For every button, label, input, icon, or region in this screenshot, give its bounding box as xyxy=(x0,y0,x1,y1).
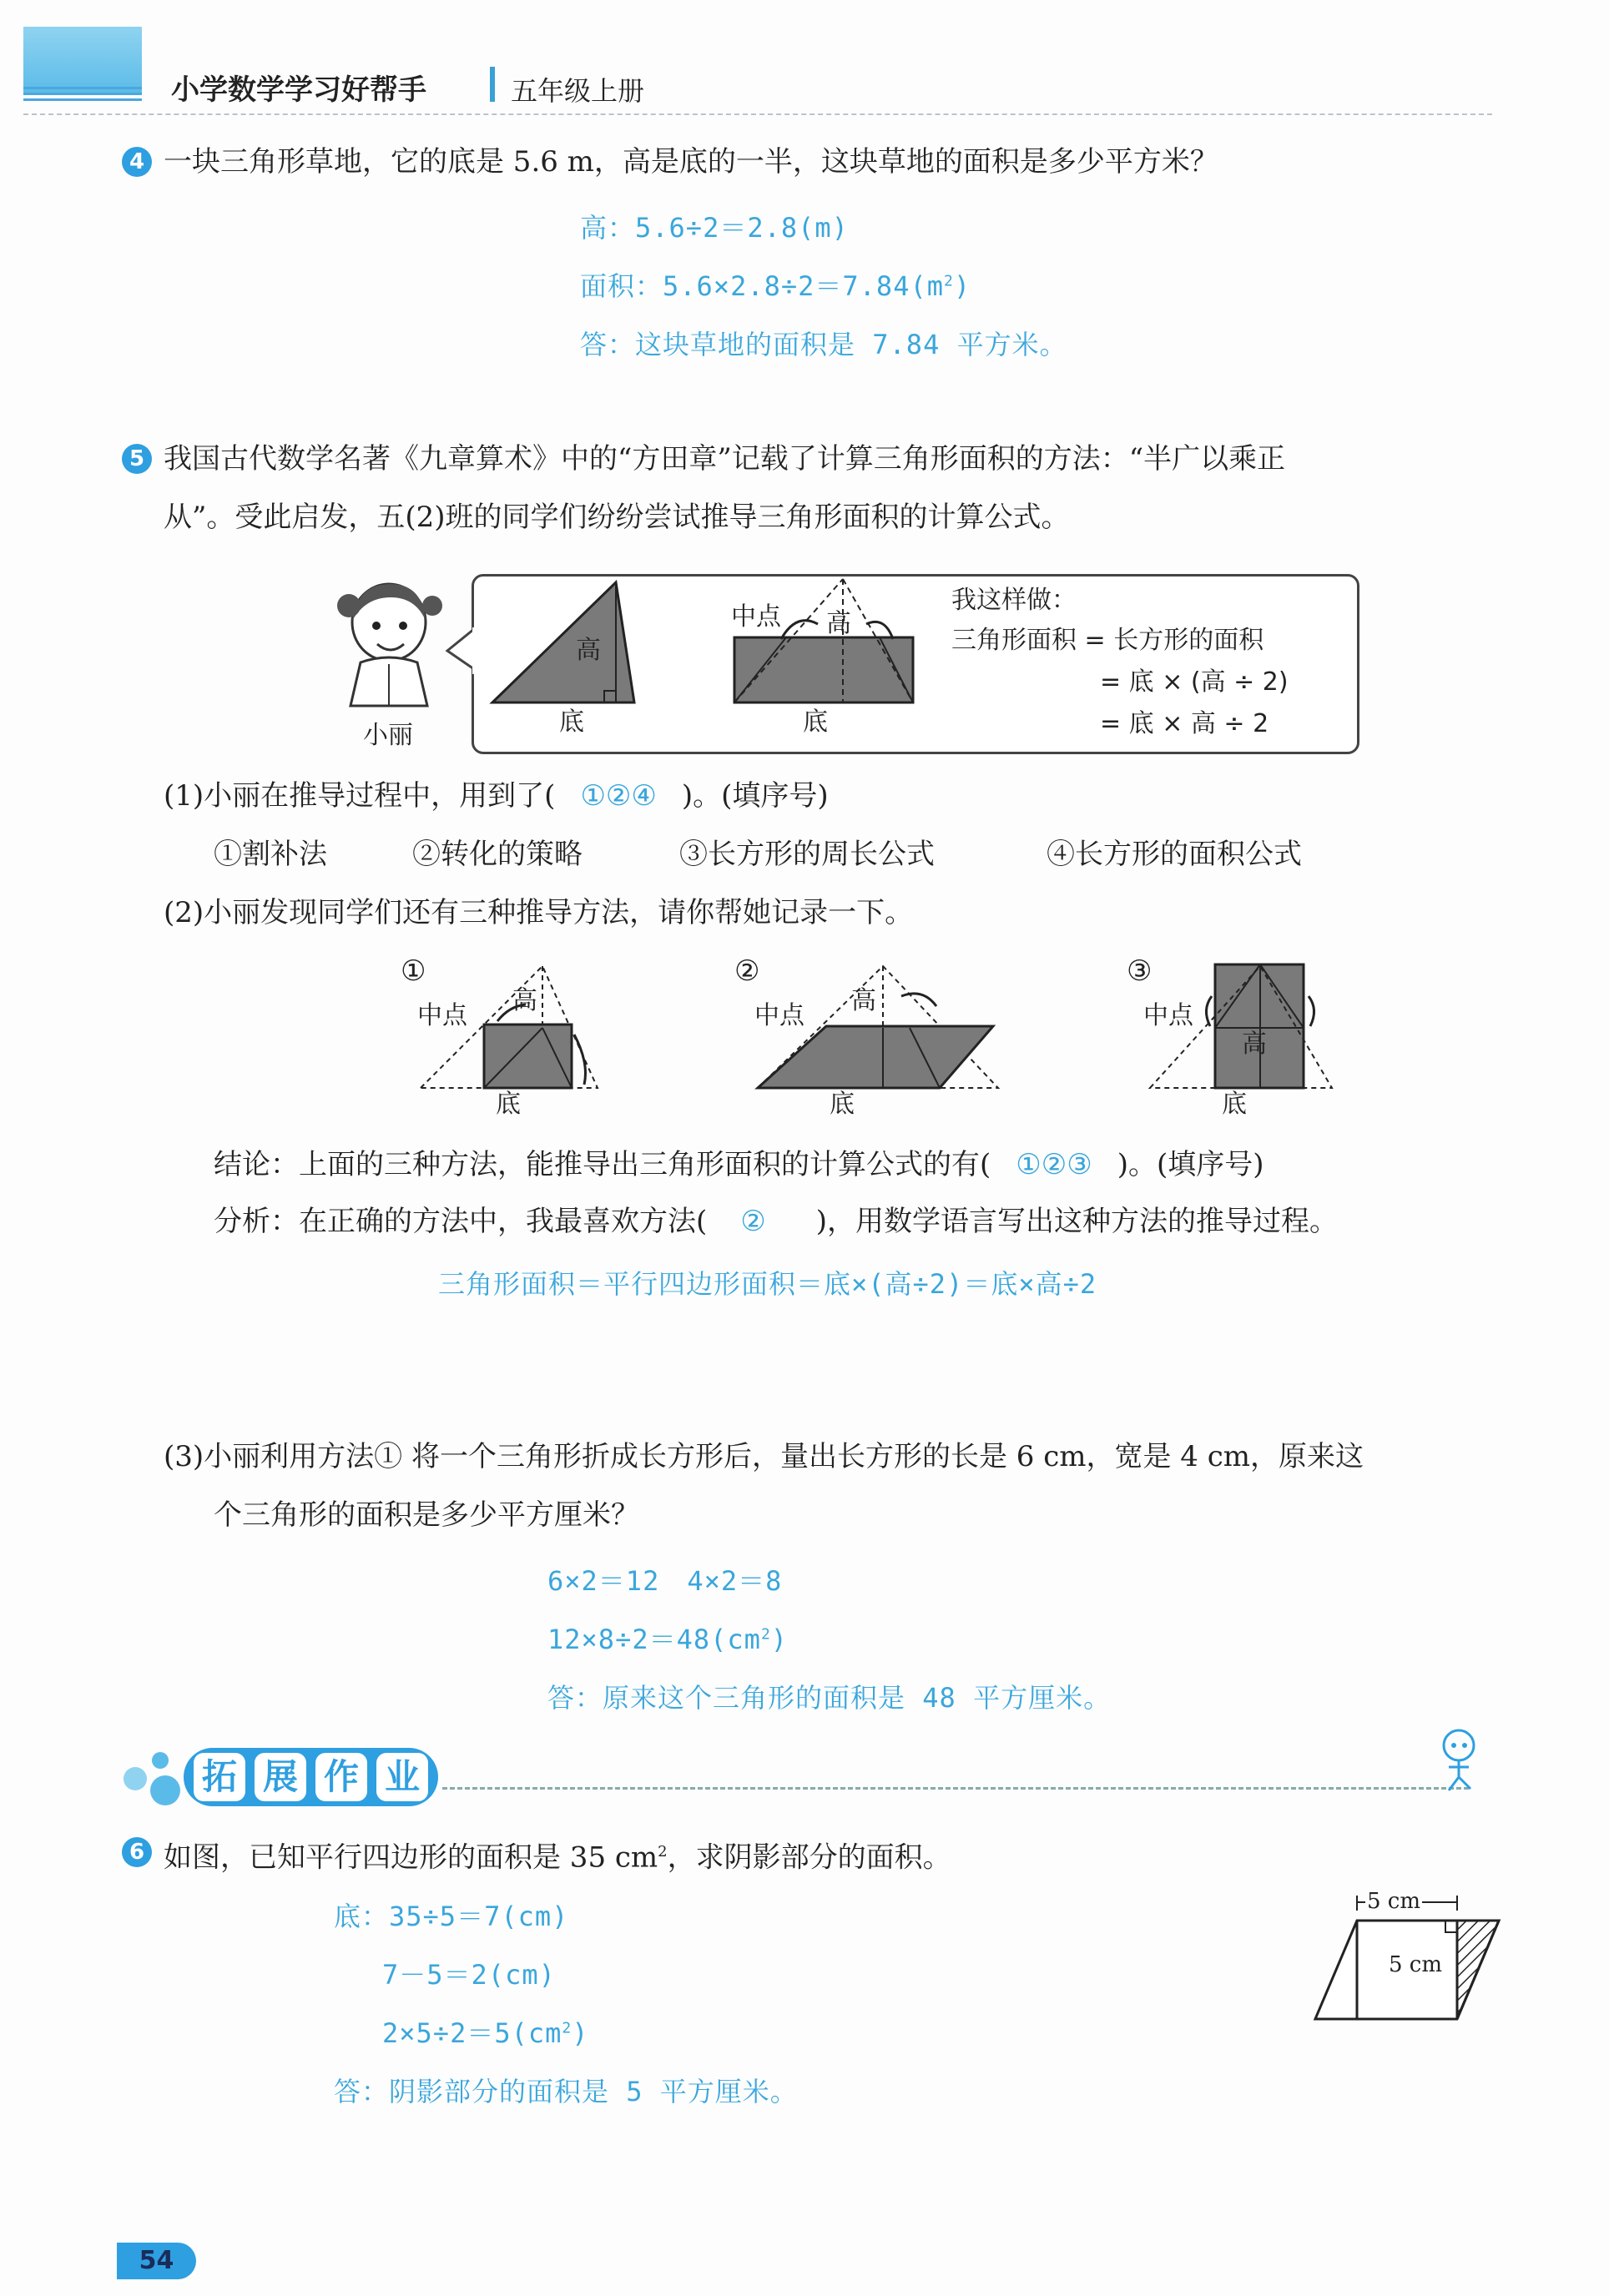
question-5-text-line2: 从”。受此启发，五(2)班的同学们纷纷尝试推导三角形面积的计算公式。 xyxy=(164,501,1070,534)
method-1-midpoint: 中点 xyxy=(417,1001,467,1030)
header-decoration xyxy=(23,27,142,93)
question-5-text-line1: 我国古代数学名著《九章算术》中的“方田章”记载了计算三角形面积的方法：“半广以乘正 xyxy=(164,442,1286,476)
header-stripes xyxy=(23,87,142,103)
method-3-base: 底 xyxy=(1222,1090,1247,1119)
option-3: ③长方形的周长公式 xyxy=(679,838,935,871)
question-number-4: 4 xyxy=(122,147,152,177)
book-grade: 五年级上册 xyxy=(511,75,645,107)
girl-illustration xyxy=(324,572,449,739)
option-2: ②转化的策略 xyxy=(412,838,583,871)
method-3-height: 高 xyxy=(1242,1030,1267,1059)
q6-answer-line2: 7－5＝2(cm) xyxy=(382,1959,556,1991)
q6-answer-line4: 答：阴影部分的面积是 5 平方厘米。 xyxy=(334,2076,798,2107)
part1-answer: ①②④ xyxy=(580,779,657,813)
method-1-base: 底 xyxy=(496,1090,521,1119)
extension-title-char-3: 作 xyxy=(315,1753,367,1801)
speech-formula-2: = 底 × (高 ÷ 2) xyxy=(1100,667,1289,697)
method-3-label: ③ xyxy=(1127,954,1153,988)
conclusion: 结论：上面的三种方法，能推导出三角形面积的计算公式的有( ①②③ )。(填序号) xyxy=(214,1148,1264,1181)
extension-bubbles xyxy=(117,1742,192,1809)
triangle-base-label: 底 xyxy=(559,707,584,737)
part2-question: (2)小丽发现同学们还有三种推导方法，请你帮她记录一下。 xyxy=(164,896,914,929)
cartoon-kid-icon xyxy=(1425,1722,1501,1797)
extension-title-char-4: 业 xyxy=(376,1753,428,1801)
method-1-label: ① xyxy=(401,954,426,988)
method-1-height: 高 xyxy=(512,986,537,1015)
q4-answer-line2: 面积：$5.6\times 2.8\div 2=7.84(m^2)$ xyxy=(580,270,971,302)
header-rule xyxy=(23,113,1492,115)
speech-formula-1: 三角形面积 = 长方形的面积 xyxy=(951,626,1264,655)
girl-name: 小丽 xyxy=(363,721,413,750)
speech-formula-3: = 底 × 高 ÷ 2 xyxy=(1100,709,1269,738)
speech-tail xyxy=(444,626,477,676)
method-2-height: 高 xyxy=(851,986,876,1015)
rect-height-label: 高 xyxy=(826,609,851,638)
figure-side-label: 5 cm xyxy=(1389,1952,1443,1977)
q6-answer-line3: $2\times 5\div 2=5(cm^2)$ xyxy=(382,2017,589,2049)
extension-title-char-2: 展 xyxy=(255,1753,306,1801)
part3-question-line1: (3)小丽利用方法① 将一个三角形折成长方形后，量出长方形的长是 6 cm，宽是 4 cm，原来这 xyxy=(164,1440,1364,1473)
part1-question: (1)小丽在推导过程中，用到了( ①②④ )。(填序号) xyxy=(164,779,829,813)
book-title: 小学数学学习好帮手 xyxy=(171,73,426,107)
method-2-label: ② xyxy=(734,954,760,988)
analysis-work: 三角形面积＝平行四边形面积＝底×(高÷2)＝底×高÷2 xyxy=(438,1268,1097,1300)
option-4: ④长方形的面积公式 xyxy=(1047,838,1302,871)
option-1: ①割补法 xyxy=(214,838,327,871)
q4-answer-line1: 高：5.6÷2＝2.8(m) xyxy=(580,212,849,244)
question-4-text: 一块三角形草地，它的底是 5.6 m，高是底的一半，这块草地的面积是多少平方米？ xyxy=(164,145,1218,179)
figure-top-label: 5 cm xyxy=(1367,1889,1421,1914)
method-2-figure xyxy=(751,951,1001,1118)
conclusion-answer: ①②③ xyxy=(1016,1148,1092,1181)
header-divider xyxy=(490,67,495,102)
analysis-answer: ② xyxy=(740,1205,766,1238)
part3-answer-line2: $12\times 8\div 2=48(cm^2)$ xyxy=(547,1624,789,1655)
triangle-height-label: 高 xyxy=(576,636,601,665)
question-number-6: 6 xyxy=(122,1837,152,1867)
midpoint-label: 中点 xyxy=(731,602,781,632)
extension-rule xyxy=(442,1787,1469,1790)
speech-title: 我这样做： xyxy=(951,586,1077,615)
question-number-5: 5 xyxy=(122,444,152,474)
analysis: 分析：在正确的方法中，我最喜欢方法( ② )，用数学语言写出这种方法的推导过程。 xyxy=(214,1205,1339,1238)
part3-answer-line3: 答：原来这个三角形的面积是 48 平方厘米。 xyxy=(547,1682,1112,1714)
method-3-midpoint: 中点 xyxy=(1143,1001,1193,1030)
part3-answer-line1: 6×2＝12 4×2＝8 xyxy=(547,1565,783,1597)
rect-base-label: 底 xyxy=(803,707,828,737)
method-2-midpoint: 中点 xyxy=(754,1001,804,1030)
q6-answer-line1: 底：35÷5＝7(cm) xyxy=(334,1901,569,1932)
question-6-text: 如图，已知平行四边形的面积是 35 $cm^2$，求阴影部分的面积。 xyxy=(164,1840,951,1875)
method-1-figure xyxy=(417,951,626,1118)
method-2-base: 底 xyxy=(830,1090,855,1119)
page-number: 54 xyxy=(117,2243,196,2279)
extension-title-char-1: 拓 xyxy=(194,1753,245,1801)
triangle-figure xyxy=(484,576,651,726)
part3-question-line2: 个三角形的面积是多少平方厘米？ xyxy=(214,1498,639,1532)
rectangle-transform-figure xyxy=(726,576,918,726)
q4-answer-line3: 答：这块草地的面积是 7.84 平方米。 xyxy=(580,329,1067,360)
